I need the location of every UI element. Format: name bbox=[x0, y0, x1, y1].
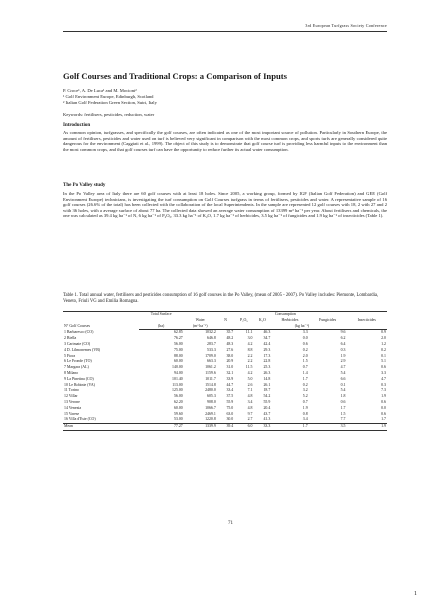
table-cell: 29.3 bbox=[263, 347, 271, 352]
table-cell: 0.1 bbox=[340, 382, 346, 387]
table-cell: 0.0 bbox=[302, 336, 308, 341]
table-cell: 2469.1 bbox=[205, 411, 216, 416]
table-cell: 3.4 bbox=[302, 417, 308, 422]
po-valley-paragraph: In the Po Valley area of Italy there are 60 golf courses with at least 18 holes. Since 2005, a working group, formed by IGF (Italian Golf Federation) and GEE (Golf Environment Europe) technicians, is investigating the turf consumption on Golf Courses turfgrass in terms of fertilisers, pesticides and water. A representative sample of 16 golf courses (26.6% of the total) has been collected with the collaboration of the local Superintendents. In the sample are represented 12 golf courses with 18, 2 with 27 and 2 with 36 holes, with a average surface of about 77 ha. The collected data showed an average water consumption of 13399 m³ ha⁻¹ per year. About fertilisers and chemicals, the one was calculated as 39.4 kg ha⁻¹ of N, 6 kg ha⁻¹ of P₂O₅, 33.3 kg ha⁻¹ of K₂O, 1.7 kg ha⁻¹ of herbicides, 3.5 kg ha⁻¹ of fungicides and 1.9 kg ha⁻¹ of insecticides (Table 1). bbox=[63, 191, 387, 218]
table-cell: 11.5 bbox=[245, 365, 253, 370]
table-cell: 5 Fiora bbox=[64, 353, 76, 358]
table-cell: 56.00 bbox=[173, 341, 183, 346]
table-cell: 1066.7 bbox=[205, 405, 216, 410]
table-cell: 4 D. Lilmonemes (VB) bbox=[64, 347, 101, 352]
table-cell: 4.2 bbox=[247, 370, 253, 375]
table-cell: 43.7 bbox=[263, 411, 271, 416]
table-cell: 9 La Pinetina (CO) bbox=[64, 376, 94, 381]
table-cell: 113.00 bbox=[172, 382, 183, 387]
table-cell: 2.0 bbox=[302, 353, 308, 358]
table-cell: 34.7 bbox=[263, 336, 271, 341]
header-rule bbox=[63, 31, 387, 32]
affiliation-1: ¹ Golf Environment Europe, Edinburgh, Scotland bbox=[63, 94, 154, 99]
table-cell: 10 Le Robinie (VA) bbox=[64, 382, 95, 387]
table-cell: 6.0 bbox=[234, 424, 253, 431]
table-cell: 533.3 bbox=[207, 347, 216, 352]
col-header-n: N bbox=[224, 317, 227, 322]
paper-title: Golf Courses and Traditional Crops: a Comparison of Inputs bbox=[63, 71, 287, 81]
table-cell: 1709.0 bbox=[205, 353, 216, 358]
introduction-heading: Introduction bbox=[63, 123, 91, 128]
table-cell: 1.9 bbox=[347, 424, 388, 431]
table-cell: 1061.2 bbox=[205, 365, 216, 370]
table-cell: 16 Villa d'Este (CO) bbox=[64, 417, 96, 422]
table-cell: 3.5 bbox=[309, 424, 347, 431]
table-cell: 18.7 bbox=[263, 388, 271, 393]
table-cell: 39.4 bbox=[217, 424, 234, 431]
table-cell: 8 Milano bbox=[64, 370, 79, 375]
introduction-paragraph: As common opinion, turfgrasses, and specifically the golf courses, are often indicated as one of the most important source of pollution. Particularly in Southern Europe, the amount of fertilisers, pesticides and water used on turf is believed very significant in comparison with the most common crops, and sports turfs are generally considered quite dangerous for the environment (Caggiati et al., 1999). The object of this study is to demonstrate that golf course turf is providing less harmful inputs to the environment than the most common crops, and that golf courses turf can have the opportunity to reduce further its actual water consumption. bbox=[63, 130, 387, 152]
table-cell: 2.7 bbox=[247, 417, 253, 422]
authors: P. Croce¹, A. De Luca¹ and M. Mocioni² bbox=[63, 88, 137, 93]
table-cell: 2 Biella bbox=[64, 336, 77, 341]
table-cell: 31.0 bbox=[226, 365, 234, 370]
unit-surface: (ha) bbox=[139, 324, 184, 330]
table-cell: 5.1 bbox=[381, 359, 386, 364]
table-cell: 2.2 bbox=[247, 353, 253, 358]
table-cell: 53.00 bbox=[173, 417, 183, 422]
table-cell: 3.2 bbox=[302, 388, 308, 393]
table-cell: 1514.8 bbox=[205, 382, 216, 387]
table-caption: Table 1. Total annual water, fertilisers and pesticides consumption of 16 golf courses in the Po Valley, (mean of 2005 - 2007). Po Valley includes: Piemonte, Lombardia, Veneto, Friuli VG and Emilia Romagna. bbox=[63, 293, 379, 304]
table-cell: 44.7 bbox=[226, 382, 234, 387]
table-cell: 3.0 bbox=[247, 336, 253, 341]
table-cell: 5.4 bbox=[340, 370, 346, 375]
table-cell: 1011.7 bbox=[205, 376, 216, 381]
table-cell: 33.4 bbox=[226, 388, 234, 393]
po-valley-heading: The Po Valley study bbox=[63, 183, 106, 188]
table-cell: 9.7 bbox=[247, 411, 253, 416]
table-cell: 54.2 bbox=[263, 394, 271, 399]
table-cell: 2.6 bbox=[247, 382, 253, 387]
col-header-herbicides: Herbicides bbox=[281, 317, 299, 322]
table-cell: 4.7 bbox=[381, 376, 386, 381]
table-cell: 1.7 bbox=[381, 417, 386, 422]
table-cell: 76.27 bbox=[173, 336, 183, 341]
table-cell: 42.4 bbox=[263, 341, 271, 346]
table-cell: 5.4 bbox=[340, 388, 346, 393]
table-cell: 2.2 bbox=[247, 359, 253, 364]
table-cell: 140.00 bbox=[172, 365, 183, 370]
table-mean-row bbox=[63, 424, 387, 431]
author-block bbox=[63, 88, 157, 106]
table-cell: 908.0 bbox=[207, 399, 216, 404]
table-cell: 60.00 bbox=[173, 359, 183, 364]
table-cell: 55.9 bbox=[226, 399, 234, 404]
table-cell: 2.9 bbox=[340, 359, 346, 364]
table-cell: 15 Varese bbox=[64, 411, 80, 416]
table-cell: 62.20 bbox=[173, 399, 183, 404]
corner-number: 1 bbox=[414, 591, 417, 597]
table-cell: 1.7 bbox=[271, 424, 308, 431]
col-group-consumption: Consumption bbox=[184, 312, 387, 318]
col-header-fungicides: Fungicides bbox=[319, 317, 337, 322]
table-cell: 0.8 bbox=[302, 411, 308, 416]
table-cell: 88.00 bbox=[173, 353, 183, 358]
table-cell: 17.3 bbox=[263, 353, 271, 358]
table-cell: 30.0 bbox=[226, 417, 234, 422]
table-cell: 48.3 bbox=[226, 341, 234, 346]
table-cell: 33.9 bbox=[226, 376, 234, 381]
table-cell: 5.2 bbox=[302, 394, 308, 399]
table-cell: 37.5 bbox=[226, 394, 234, 399]
table-cell: 6.2 bbox=[340, 336, 346, 341]
table-cell: 1 Barbaresco (CO) bbox=[64, 330, 94, 335]
table-cell: 22.8 bbox=[263, 359, 271, 364]
table-cell: 20.9 bbox=[226, 359, 234, 364]
table-cell: 35.7 bbox=[226, 330, 234, 335]
table-cell: 0.6 bbox=[381, 399, 386, 404]
table-cell: 46.3 bbox=[263, 330, 271, 335]
keywords: Keywords: fertilisers, pesticides, reduction, water bbox=[63, 112, 155, 117]
unit-water: (m³ ha⁻¹) bbox=[184, 324, 217, 330]
table-cell: 33.3 bbox=[253, 424, 271, 431]
table-cell: 63.0 bbox=[226, 411, 234, 416]
table-cell: 59.60 bbox=[173, 411, 183, 416]
table-cell: 0.6 bbox=[381, 365, 386, 370]
table-cell: 4.7 bbox=[340, 365, 346, 370]
table-cell: 8.8 bbox=[247, 347, 253, 352]
table-cell: 26.3 bbox=[263, 370, 271, 375]
table-cell: 27.6 bbox=[226, 347, 234, 352]
table-cell: 3.4 bbox=[247, 399, 253, 404]
table-cell: 1.9 bbox=[302, 405, 308, 410]
table-cell: 5.0 bbox=[247, 376, 253, 381]
table-cell: 56.00 bbox=[173, 394, 183, 399]
col-header-p2o5: P₂O₅ bbox=[240, 317, 248, 322]
table-cell: 0.7 bbox=[302, 365, 308, 370]
table-cell: 1339.9 bbox=[184, 424, 217, 431]
table-cell: 41.3 bbox=[263, 417, 271, 422]
table-cell: 1.5 bbox=[302, 359, 308, 364]
table-cell: 663.3 bbox=[207, 359, 216, 364]
table-cell: 7.3 bbox=[381, 388, 386, 393]
table-cell: 55.9 bbox=[263, 399, 271, 404]
table-cell: 1032.2 bbox=[205, 330, 216, 335]
table-cell: 3.3 bbox=[302, 330, 308, 335]
table-cell: 0.1 bbox=[381, 353, 386, 358]
table-cell: 0.6 bbox=[302, 341, 308, 346]
table-cell: 11 Torino bbox=[64, 388, 79, 393]
table-cell: 77.27 bbox=[139, 424, 184, 431]
col-header-water: Water bbox=[195, 317, 205, 322]
table-cell: 6 Le Fronde (TO) bbox=[64, 359, 92, 364]
table-cell: 9.6 bbox=[340, 330, 346, 335]
page-number: 71 bbox=[228, 521, 233, 526]
table-cell: 1.9 bbox=[381, 394, 386, 399]
table-cell: 1.8 bbox=[340, 394, 346, 399]
table-cell: 101.40 bbox=[172, 376, 183, 381]
table-cell: 3 Carimate (CO) bbox=[64, 341, 91, 346]
table-cell: 20.4 bbox=[263, 405, 271, 410]
table-cell: 14 Venezia bbox=[64, 405, 82, 410]
consumption-table bbox=[63, 311, 387, 431]
table-cell: 60.00 bbox=[173, 405, 183, 410]
table-cell: 1.5 bbox=[340, 411, 346, 416]
table-cell: 1.7 bbox=[340, 405, 346, 410]
table-cell: 605.3 bbox=[207, 394, 216, 399]
table-cell: 12 Villar bbox=[64, 394, 78, 399]
table-cell: 26.1 bbox=[263, 382, 271, 387]
table-cell: 25.3 bbox=[263, 365, 271, 370]
table-cell: 1220.8 bbox=[205, 417, 216, 422]
col-header-k2o: K₂O bbox=[258, 317, 266, 322]
table-cell: 75.00 bbox=[173, 347, 183, 352]
table-cell: 32.1 bbox=[226, 370, 234, 375]
table-cell: 0.3 bbox=[381, 382, 386, 387]
table-cell: 125.00 bbox=[172, 388, 183, 393]
table-cell: 6.4 bbox=[340, 341, 346, 346]
table-cell: 1.4 bbox=[302, 370, 308, 375]
table-cell: 1.2 bbox=[381, 341, 386, 346]
table-cell: 0.6 bbox=[381, 411, 386, 416]
table-cell: 1.7 bbox=[302, 376, 308, 381]
table-cell: 4.2 bbox=[247, 341, 253, 346]
table-cell: 75.0 bbox=[226, 405, 234, 410]
table-cell: 11.1 bbox=[245, 330, 253, 335]
table-cell: 7 Margara (AL) bbox=[64, 365, 89, 370]
affiliation-2: ² Italian Golf Federation Green Section, Sutri, Italy bbox=[63, 100, 157, 105]
table-cell: 0.2 bbox=[381, 347, 386, 352]
table-cell: 0.7 bbox=[302, 399, 308, 404]
table-cell: 2.0 bbox=[381, 336, 386, 341]
table-cell: Mean bbox=[63, 424, 139, 431]
table-cell: 7.1 bbox=[247, 388, 253, 393]
table-cell: 13 Verone bbox=[64, 399, 80, 404]
table-cell: 94.00 bbox=[173, 370, 183, 375]
table-cell: 14.8 bbox=[263, 376, 271, 381]
table-cell: 1.9 bbox=[340, 353, 346, 358]
table-cell: 6.6 bbox=[340, 376, 346, 381]
table-cell: 62.85 bbox=[173, 330, 183, 335]
table-cell: 3.3 bbox=[381, 370, 386, 375]
col-header-golf-courses: N° Golf Courses bbox=[63, 312, 139, 330]
table-cell: 48.2 bbox=[226, 336, 234, 341]
table-body bbox=[63, 330, 387, 431]
col-header-surface: Total Surface bbox=[139, 312, 184, 318]
table-cell: 2480.0 bbox=[205, 388, 216, 393]
table-cell: 0.2 bbox=[302, 382, 308, 387]
table-cell: 38.0 bbox=[226, 353, 234, 358]
unit-kg: (kg ha⁻¹) bbox=[217, 324, 387, 330]
col-header-insecticides: Insecticides bbox=[357, 317, 376, 322]
table-cell: 0.0 bbox=[381, 405, 386, 410]
table-cell: 646.8 bbox=[207, 336, 216, 341]
table-cell: 7.7 bbox=[340, 417, 346, 422]
table-cell: 0.6 bbox=[340, 399, 346, 404]
table-cell: 4.8 bbox=[247, 405, 253, 410]
table-cell: 0.3 bbox=[340, 347, 346, 352]
table-cell: 4.8 bbox=[247, 394, 253, 399]
table-cell: 283.7 bbox=[207, 341, 216, 346]
conference-header: 3rd European Turfgrass Society Conference bbox=[305, 23, 387, 28]
table-cell: 1159.6 bbox=[205, 370, 216, 375]
table-cell: 0.9 bbox=[381, 330, 386, 335]
table-cell: 0.2 bbox=[302, 347, 308, 352]
